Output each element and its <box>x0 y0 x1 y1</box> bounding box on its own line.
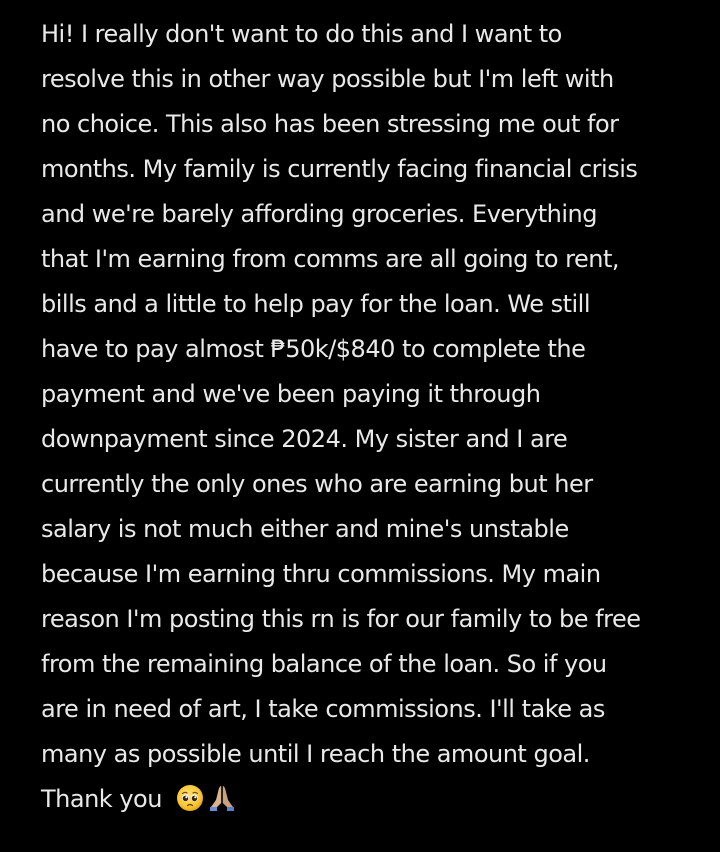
post-line: no choice. This also has been stressing me out for <box>41 110 619 138</box>
post-line: currently the only ones who are earning but her <box>41 470 593 498</box>
post-line: that I'm earning from comms are all going to rent, <box>41 245 620 273</box>
post-body-text <box>41 12 716 822</box>
post-line: salary is not much either and mine's unstable <box>41 515 569 543</box>
post-line: bills and a little to help pay for the loan. We still <box>41 290 591 318</box>
post-line: resolve this in other way possible but I'm left with <box>41 65 614 93</box>
post-line: payment and we've been paying it through <box>41 380 541 408</box>
post-line: because I'm earning thru commissions. My main <box>41 560 601 588</box>
emoji-group <box>175 783 237 813</box>
post-line: and we're barely affording groceries. Everything <box>41 200 597 228</box>
praying-hands-icon <box>207 783 237 813</box>
pleading-face-icon <box>175 783 205 813</box>
post-last-line <box>41 777 716 822</box>
post-line: reason I'm posting this rn is for our family to be free <box>41 605 641 633</box>
post-line: months. My family is currently facing financial crisis <box>41 155 638 183</box>
thank-you-text: Thank you <box>41 785 162 813</box>
post-line: from the remaining balance of the loan. So if you <box>41 650 607 678</box>
post-line: many as possible until I reach the amount goal. <box>41 740 590 768</box>
post-line: downpayment since 2024. My sister and I are <box>41 425 568 453</box>
post-line: have to pay almost ₱50k/$840 to complete the <box>41 335 586 363</box>
post-line: are in need of art, I take commissions. I'll take as <box>41 695 605 723</box>
post-line: Hi! I really don't want to do this and I want to <box>41 20 562 48</box>
